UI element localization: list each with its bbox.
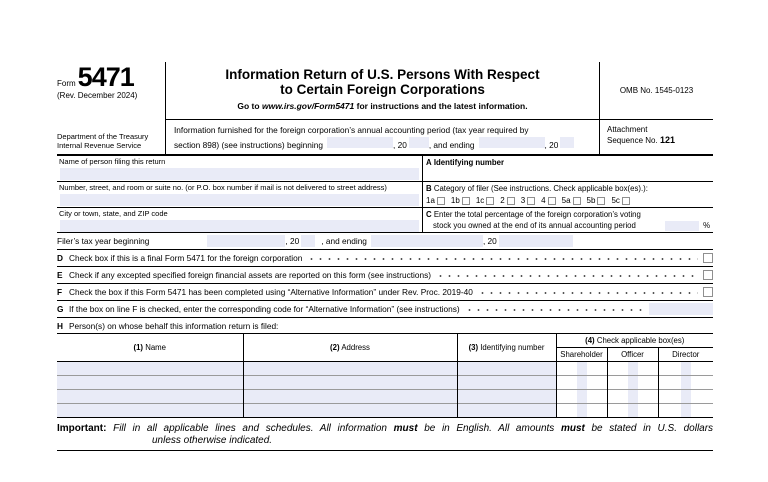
officer-checkbox[interactable] <box>628 404 638 417</box>
identification-section <box>57 156 713 233</box>
director-cell <box>658 362 713 376</box>
table-row <box>57 404 713 418</box>
name-cell-input[interactable] <box>57 362 243 376</box>
column-header-name: (1) Name <box>57 334 243 362</box>
checkbox-1c[interactable] <box>486 197 494 205</box>
percent-sign: % <box>703 221 710 230</box>
shareholder-cell <box>556 404 607 418</box>
bottom-rule <box>57 450 713 451</box>
director-cell <box>658 376 713 390</box>
final-form-checkbox[interactable] <box>703 253 713 263</box>
address-cell-input[interactable] <box>243 376 457 390</box>
officer-cell <box>607 390 658 404</box>
item-c-text-line1: Enter the total percentage of the foreign corporation’s voting <box>433 210 641 219</box>
director-cell <box>658 404 713 418</box>
identifying-number-cell-input[interactable] <box>457 390 556 404</box>
voting-stock-percentage-field <box>423 208 713 233</box>
address-cell-input[interactable] <box>243 390 457 404</box>
dotted-leader <box>478 284 698 300</box>
table-row <box>57 390 713 404</box>
identifying-number-field <box>423 156 713 182</box>
officer-cell <box>607 404 658 418</box>
important-note: Important: Fill in all applicable lines and schedules. All information must be in English. All amounts must be stated in U.S. dollars unless otherwise indicated. <box>57 423 714 446</box>
line-g-text: If the box on line F is checked, enter the corresponding code for “Alternative Information” (see instructions) <box>69 304 460 314</box>
line-h-text: Person(s) on whose behalf this information return is filed: <box>69 320 279 331</box>
excepted-assets-checkbox[interactable] <box>703 270 713 280</box>
alternative-information-code-input[interactable] <box>649 303 713 315</box>
category-of-filer-field <box>423 182 713 208</box>
checkbox-1a[interactable] <box>437 197 445 205</box>
item-a-letter: A <box>426 158 432 167</box>
shareholder-cell <box>556 390 607 404</box>
important-label: Important: <box>57 423 107 434</box>
checkbox-5a[interactable] <box>573 197 581 205</box>
filer-tax-year-row: Filer’s tax year beginning , 20 , and ending , 20 <box>57 233 713 250</box>
form-word: Form <box>57 79 76 88</box>
form-title: Information Return of U.S. Persons With Respect to Certain Foreign Corporations <box>225 67 540 97</box>
shareholder-checkbox[interactable] <box>577 404 587 417</box>
table-row <box>57 376 713 390</box>
director-checkbox[interactable] <box>681 362 691 375</box>
shareholder-cell <box>556 362 607 376</box>
line-d-letter: D <box>57 253 63 263</box>
line-h-row <box>57 318 713 333</box>
city-input[interactable] <box>60 220 419 232</box>
form-header <box>57 62 713 156</box>
identifying-number-cell-input[interactable] <box>457 376 556 390</box>
column-header-officer: Officer <box>607 348 658 362</box>
city-field <box>57 208 423 233</box>
omb-block <box>600 62 713 154</box>
officer-cell <box>607 362 658 376</box>
period-beginning-year-input[interactable] <box>409 137 429 148</box>
checkbox-3[interactable] <box>527 197 535 205</box>
name-cell-input[interactable] <box>57 376 243 390</box>
address-cell-input[interactable] <box>243 362 457 376</box>
filer-year-ending-year-input[interactable] <box>499 235 573 247</box>
column-header-identifying-number: (3) Identifying number <box>457 334 556 362</box>
period-ending-year-input[interactable] <box>560 137 574 148</box>
name-field <box>57 156 423 182</box>
name-cell-input[interactable] <box>57 404 243 418</box>
persons-on-behalf-table <box>57 333 713 418</box>
line-g-letter: G <box>57 304 64 314</box>
name-cell-input[interactable] <box>57 390 243 404</box>
line-e-row <box>57 267 713 284</box>
accounting-period-statement: Information furnished for the foreign corporation’s annual accounting period (tax year required by section 898) (see instructions) beginning , 20 , and ending , 20 <box>166 119 599 154</box>
line-f-row <box>57 284 713 301</box>
period-beginning-input[interactable] <box>327 137 393 148</box>
item-a-label: Identifying number <box>433 158 504 167</box>
identifying-number-cell-input[interactable] <box>457 404 556 418</box>
filer-tax-year-label: Filer’s tax year beginning <box>57 236 150 246</box>
dotted-leader <box>436 267 698 283</box>
column-header-director: Director <box>658 348 713 362</box>
filer-year-beginning-input[interactable] <box>207 235 285 247</box>
filer-year-beginning-year-input[interactable] <box>301 235 315 247</box>
name-field-label: Name of person filing this return <box>59 157 166 166</box>
address-cell-input[interactable] <box>243 404 457 418</box>
line-g-row <box>57 301 713 318</box>
checkbox-2[interactable] <box>507 197 515 205</box>
officer-checkbox[interactable] <box>628 390 638 403</box>
form-5471-page <box>57 62 713 451</box>
checkbox-4[interactable] <box>548 197 556 205</box>
agency-name: Department of the Treasury Internal Revenue Service <box>57 132 149 150</box>
director-cell <box>658 390 713 404</box>
form-number: 5471 <box>77 62 134 92</box>
line-f-text: Check the box if this Form 5471 has been completed using “Alternative Information” under Rev. Proc. 2019-40 <box>69 287 473 297</box>
shareholder-checkbox[interactable] <box>577 362 587 375</box>
street-field-label: Number, street, and room or suite no. (or P.O. box number if mail is not delivered to street address) <box>59 183 387 192</box>
shareholder-checkbox[interactable] <box>577 390 587 403</box>
shareholder-cell <box>556 376 607 390</box>
omb-number: OMB No. 1545-0123 <box>619 86 694 95</box>
name-input[interactable] <box>60 168 419 180</box>
street-input[interactable] <box>60 194 419 206</box>
street-field <box>57 182 423 208</box>
line-f-letter: F <box>57 287 63 297</box>
form-revision: (Rev. December 2024) <box>57 91 138 100</box>
officer-checkbox[interactable] <box>628 376 638 389</box>
important-note-line2: unless otherwise indicated. <box>152 435 273 446</box>
director-checkbox[interactable] <box>681 404 691 417</box>
line-d-text: Check box if this is a final Form 5471 for the foreign corporation <box>69 253 303 263</box>
identifying-number-cell-input[interactable] <box>457 362 556 376</box>
officer-cell <box>607 376 658 390</box>
column-header-address: (2) Address <box>243 334 457 362</box>
goto-instructions-line: Go to www.irs.gov/Form5471 for instructions and the latest information. <box>237 101 528 111</box>
sequence-number: 121 <box>659 135 675 145</box>
alternative-information-checkbox[interactable] <box>703 287 713 297</box>
form-title-block <box>165 62 600 154</box>
dotted-leader <box>307 250 698 266</box>
line-e-letter: E <box>57 270 63 280</box>
period-ending-input[interactable] <box>479 137 545 148</box>
director-checkbox[interactable] <box>681 376 691 389</box>
attachment-sequence: Attachment Sequence No. 121 <box>600 119 713 154</box>
checkbox-5b[interactable] <box>597 197 605 205</box>
shareholder-checkbox[interactable] <box>577 376 587 389</box>
checkbox-1b[interactable] <box>462 197 470 205</box>
table-row <box>57 362 713 376</box>
item-c-text-line2: stock you owned at the end of its annual accounting period <box>433 221 636 230</box>
item-b-label: Category of filer (See instructions. Check applicable box(es).): <box>433 184 648 193</box>
director-checkbox[interactable] <box>681 390 691 403</box>
line-h-letter: H <box>57 320 63 331</box>
form-number-block <box>57 62 165 154</box>
irs-url[interactable]: www.irs.gov/Form5471 <box>261 101 355 111</box>
voting-percentage-input[interactable] <box>665 221 699 231</box>
column-header-check-boxes: (4) Check applicable box(es) <box>556 334 713 348</box>
filer-year-ending-input[interactable] <box>371 235 483 247</box>
column-header-shareholder: Shareholder <box>556 348 607 362</box>
officer-checkbox[interactable] <box>628 362 638 375</box>
line-e-text: Check if any excepted specified foreign financial assets are reported on this form (see instructions) <box>69 270 432 280</box>
checkbox-5c[interactable] <box>622 197 630 205</box>
dotted-leader <box>465 301 644 317</box>
item-c-letter: C <box>426 210 432 219</box>
item-b-letter: B <box>426 184 432 193</box>
city-field-label: City or town, state, and ZIP code <box>59 209 168 218</box>
line-d-row <box>57 250 713 267</box>
filer-category-checkboxes: 1a 1b 1c 2 3 4 5a 5b 5c <box>426 195 710 206</box>
